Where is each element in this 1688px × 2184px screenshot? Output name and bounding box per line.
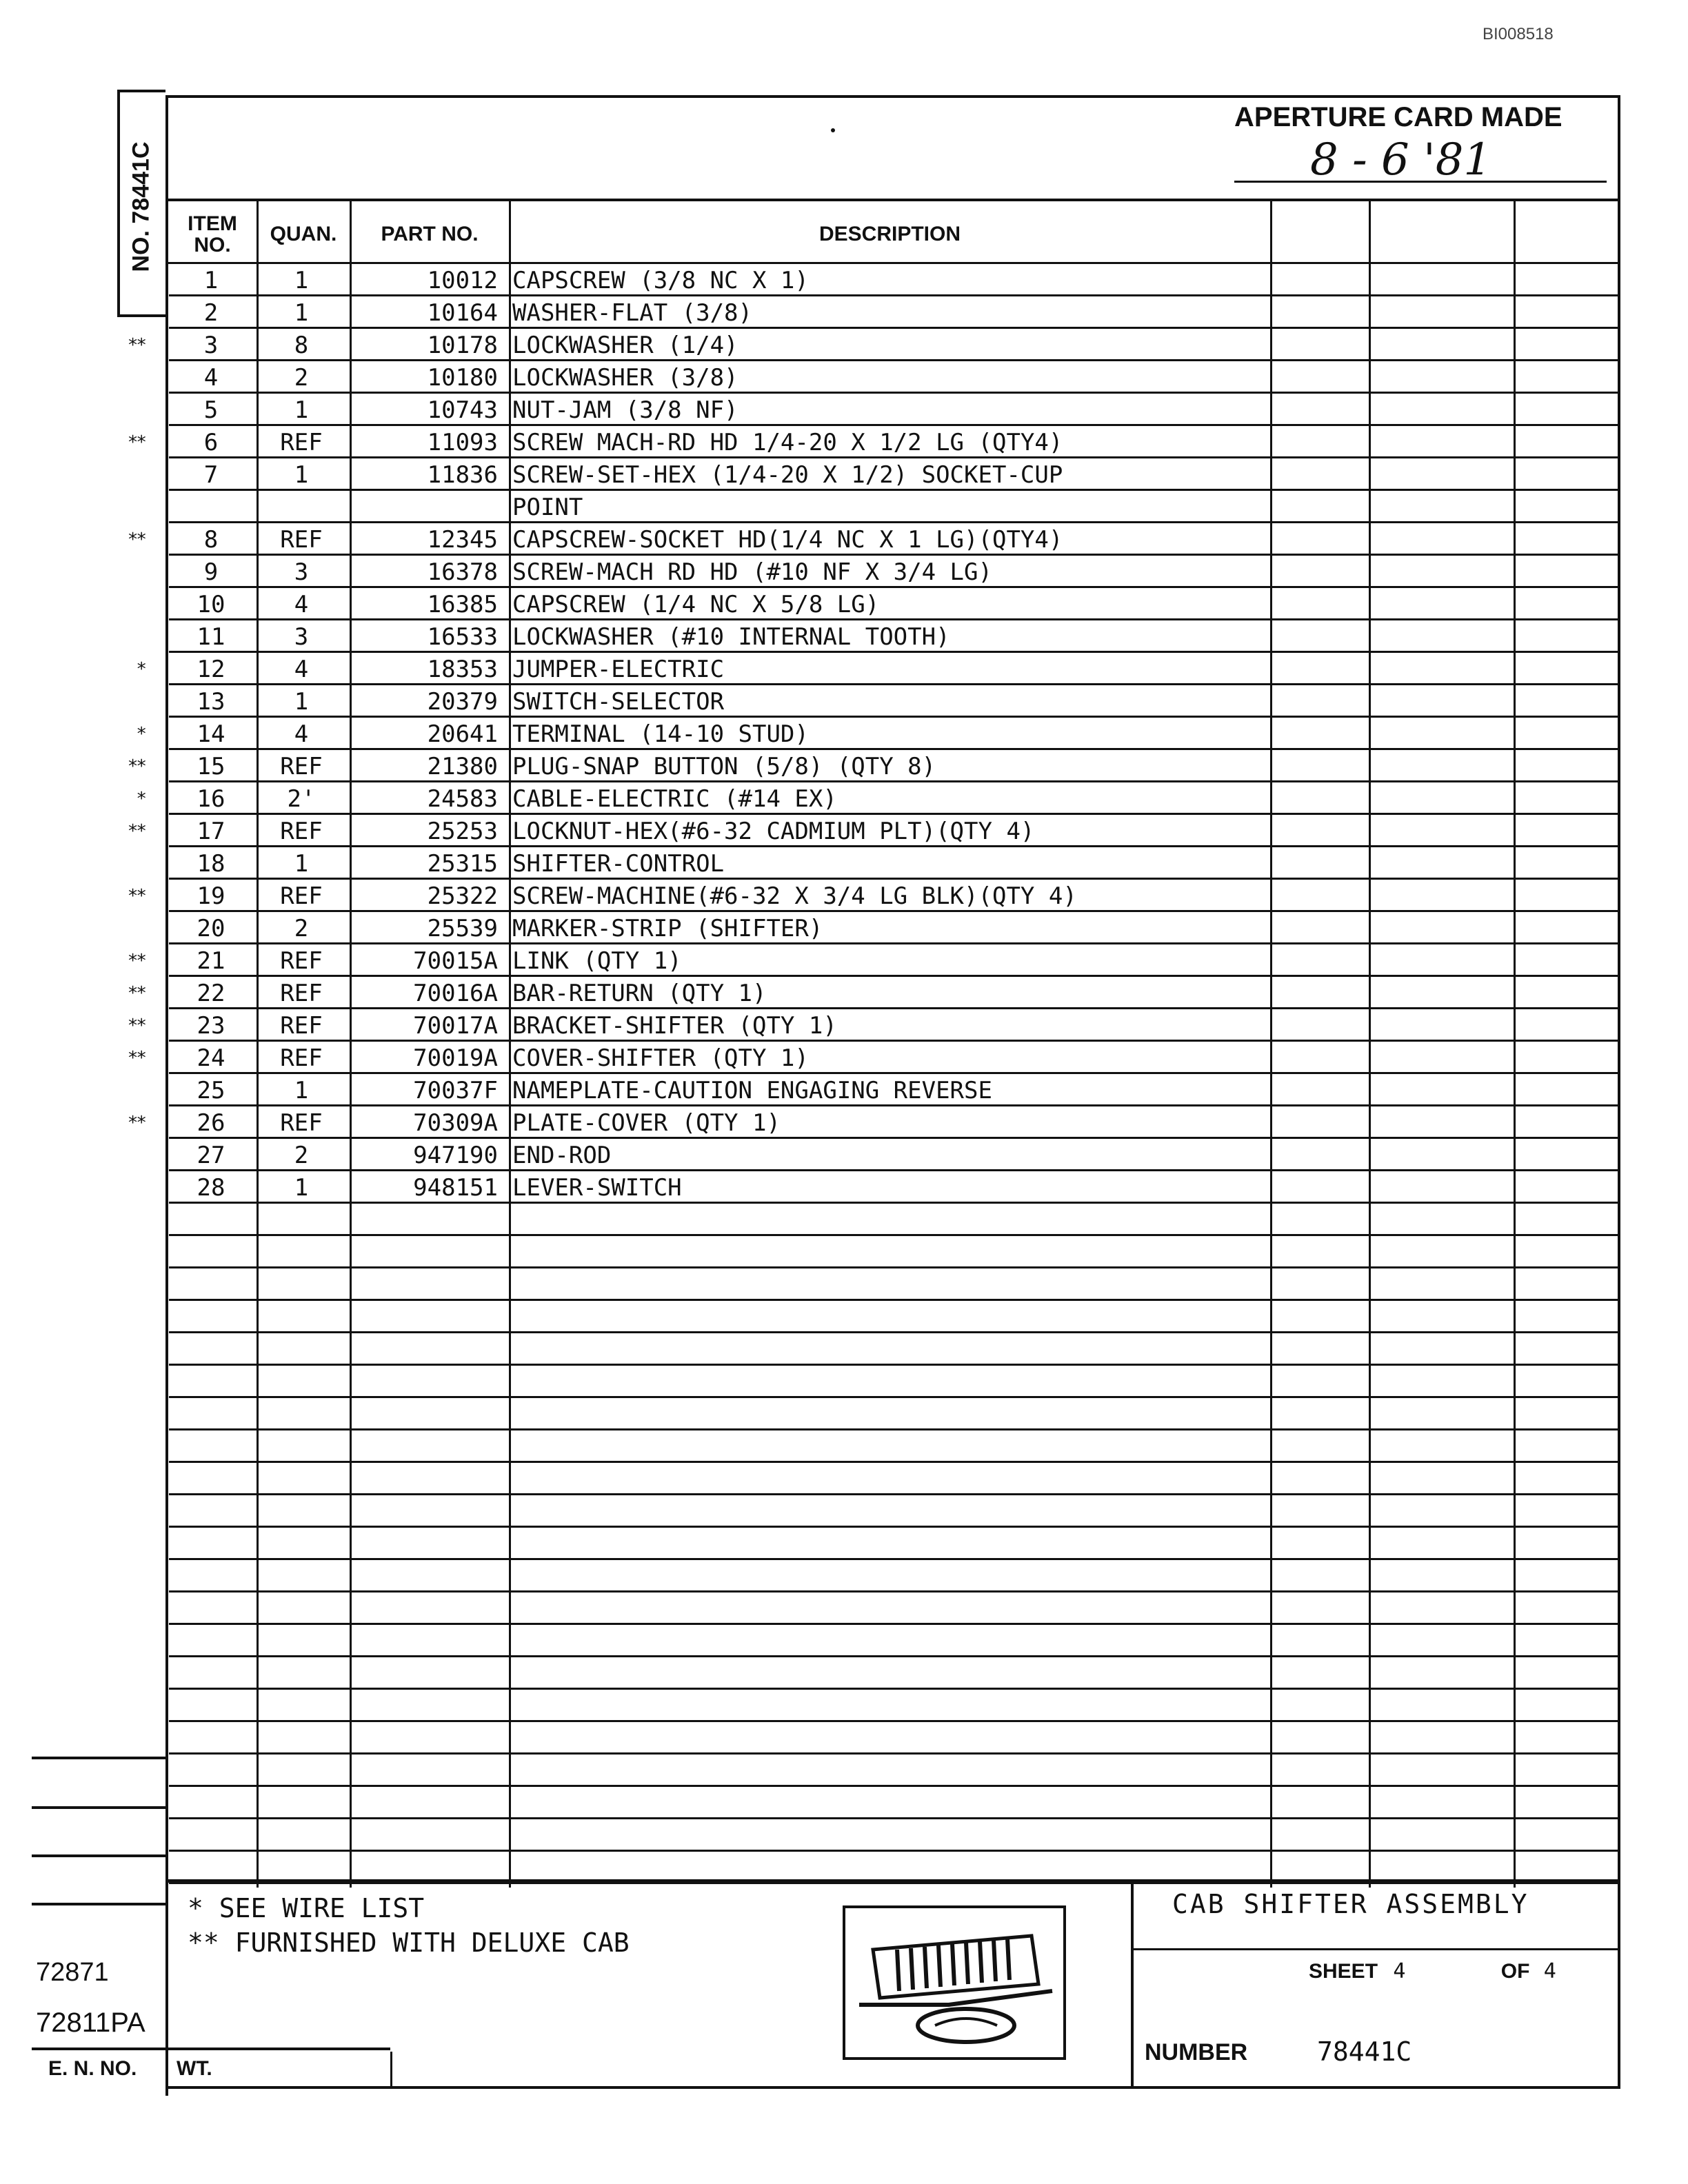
quantity: 2 <box>294 915 309 942</box>
description: SWITCH-SELECTOR <box>512 688 725 716</box>
empty-table-row <box>169 1333 1620 1366</box>
part-number: 10180 <box>427 364 498 392</box>
description: SCREW-SET-HEX (1/4-20 X 1/2) SOCKET-CUP <box>512 461 1063 489</box>
item-number: 12 <box>197 656 225 683</box>
description: LINK (QTY 1) <box>512 947 682 975</box>
description: PLATE-COVER (QTY 1) <box>512 1109 781 1137</box>
sheet-number: 4 <box>1393 1959 1406 1983</box>
sheet-of-label: OF <box>1500 1960 1530 1983</box>
drawing-title: CAB SHIFTER ASSEMBLY <box>1172 1889 1529 1919</box>
header-item-no: ITEM NO. <box>188 212 237 256</box>
quantity: 4 <box>294 591 309 618</box>
item-number: 14 <box>197 720 225 748</box>
table-row <box>169 880 1620 912</box>
description: COVER-SHIFTER (QTY 1) <box>512 1044 809 1072</box>
drawing-number: 78441C <box>1317 2036 1412 2067</box>
top-dot <box>831 128 835 132</box>
quantity: REF <box>280 1109 323 1137</box>
quantity: 1 <box>294 299 309 327</box>
part-number: 10178 <box>427 332 498 359</box>
empty-table-row <box>169 1268 1620 1301</box>
item-number: 18 <box>197 850 225 878</box>
table-row <box>169 458 1620 491</box>
item-number: 20 <box>197 915 225 942</box>
description: JUMPER-ELECTRIC <box>512 656 725 683</box>
item-number: 23 <box>197 1012 225 1040</box>
part-number <box>350 491 505 521</box>
part-number: 70019A <box>413 1044 498 1072</box>
aperture-handwritten-date: 8 - 6 '81 <box>1310 134 1492 185</box>
table-row <box>169 1042 1620 1074</box>
table-row <box>169 264 1620 296</box>
part-number: 11836 <box>427 461 498 489</box>
item-number: 27 <box>197 1142 225 1169</box>
table-row <box>169 1009 1620 1042</box>
description: SHIFTER-CONTROL <box>512 850 725 878</box>
empty-table-row <box>169 1819 1620 1852</box>
margin-asterisk: ** <box>127 432 145 453</box>
table-row <box>169 361 1620 394</box>
part-number: 20641 <box>427 720 498 748</box>
item-number: 19 <box>197 882 225 910</box>
revision-en-1: 72871 <box>36 1958 109 1987</box>
empty-table-row <box>169 1593 1620 1625</box>
description: SCREW-MACH RD HD (#10 NF X 3/4 LG) <box>512 558 992 586</box>
description: MARKER-STRIP (SHIFTER) <box>512 915 823 942</box>
description: LOCKNUT-HEX(#6-32 CADMIUM PLT)(QTY 4) <box>512 818 1035 845</box>
description: BRACKET-SHIFTER (QTY 1) <box>512 1012 837 1040</box>
item-number: 15 <box>197 753 225 780</box>
item-number <box>169 491 253 521</box>
quantity: 8 <box>294 332 309 359</box>
quantity: 1 <box>294 850 309 878</box>
margin-rule <box>32 1806 165 1809</box>
part-number: 70037F <box>413 1077 498 1104</box>
item-number: 25 <box>197 1077 225 1104</box>
empty-table-row <box>169 1560 1620 1593</box>
item-number: 13 <box>197 688 225 716</box>
en-rule <box>32 2048 390 2050</box>
table-row <box>169 718 1620 750</box>
part-number: 18353 <box>427 656 498 683</box>
empty-table-row <box>169 1301 1620 1333</box>
description: SCREW-MACHINE(#6-32 X 3/4 LG BLK)(QTY 4) <box>512 882 1077 910</box>
item-number: 11 <box>197 623 225 651</box>
quantity: REF <box>280 947 323 975</box>
description: POINT <box>512 494 583 521</box>
quantity: 4 <box>294 656 309 683</box>
margin-asterisk: ** <box>127 886 145 907</box>
empty-table-row <box>169 1787 1620 1819</box>
table-row <box>169 1106 1620 1139</box>
item-number: 16 <box>197 785 225 813</box>
table-row <box>169 912 1620 944</box>
weight-label: WT. <box>177 2057 212 2080</box>
header-quantity: QUAN. <box>270 223 337 246</box>
quantity: REF <box>280 818 323 845</box>
empty-table-row <box>169 1463 1620 1495</box>
quantity: 3 <box>294 558 309 586</box>
description: END-ROD <box>512 1142 612 1169</box>
part-number: 10012 <box>427 267 498 294</box>
margin-asterisk: ** <box>127 1048 145 1069</box>
description: BAR-RETURN (QTY 1) <box>512 980 767 1007</box>
margin-asterisk: ** <box>127 1113 145 1133</box>
empty-table-row <box>169 1657 1620 1690</box>
table-row <box>169 847 1620 880</box>
item-number: 4 <box>203 364 219 392</box>
item-number: 24 <box>197 1044 225 1072</box>
margin-asterisk: * <box>136 724 145 745</box>
description: CAPSCREW (1/4 NC X 5/8 LG) <box>512 591 880 618</box>
margin-rule <box>32 1757 165 1759</box>
en-number-label: E. N. NO. <box>48 2057 137 2080</box>
part-number: 16385 <box>427 591 498 618</box>
empty-table-row <box>169 1236 1620 1268</box>
quantity: REF <box>280 882 323 910</box>
part-number: 16533 <box>427 623 498 651</box>
description: CAPSCREW (3/8 NC X 1) <box>512 267 809 294</box>
empty-table-row <box>169 1755 1620 1787</box>
table-row <box>169 329 1620 361</box>
part-number: 11093 <box>427 429 498 456</box>
table-row <box>169 815 1620 847</box>
margin-asterisk: * <box>136 659 145 680</box>
quantity: 2 <box>294 364 309 392</box>
table-row <box>169 653 1620 685</box>
aperture-card-label: APERTURE CARD MADE <box>1234 102 1563 132</box>
description: LOCKWASHER (#10 INTERNAL TOOTH) <box>512 623 950 651</box>
quantity: REF <box>280 980 323 1007</box>
margin-asterisk: ** <box>127 529 145 550</box>
description: CAPSCREW-SOCKET HD(1/4 NC X 1 LG)(QTY4) <box>512 526 1063 554</box>
logo-emblem-icon <box>845 1908 1063 2057</box>
margin-asterisk: ** <box>127 1015 145 1036</box>
table-row <box>169 1171 1620 1204</box>
table-row <box>169 1139 1620 1171</box>
margin-asterisk: ** <box>127 821 145 842</box>
quantity: 1 <box>294 1077 309 1104</box>
empty-table-row <box>169 1722 1620 1755</box>
part-number: 10164 <box>427 299 498 327</box>
quantity: 1 <box>294 688 309 716</box>
aperture-underline <box>1234 181 1607 183</box>
description: NUT-JAM (3/8 NF) <box>512 396 738 424</box>
part-number: 70017A <box>413 1012 498 1040</box>
empty-table-row <box>169 1690 1620 1722</box>
part-number: 25322 <box>427 882 498 910</box>
part-number: 948151 <box>413 1174 498 1202</box>
table-row <box>169 620 1620 653</box>
quantity: REF <box>280 753 323 780</box>
sheet-total: 4 <box>1543 1959 1556 1983</box>
empty-table-row <box>169 1398 1620 1430</box>
quantity: 1 <box>294 396 309 424</box>
part-number: 947190 <box>413 1142 498 1169</box>
quantity: REF <box>280 1044 323 1072</box>
company-logo <box>843 1905 1066 2060</box>
part-number: 25539 <box>427 915 498 942</box>
table-row <box>169 523 1620 556</box>
part-number: 20379 <box>427 688 498 716</box>
side-tab-number: NO. 78441C <box>128 141 154 272</box>
table-row <box>169 685 1620 718</box>
table-row <box>169 426 1620 458</box>
number-label: NUMBER <box>1145 2039 1248 2065</box>
revision-en-2: 72811PA <box>36 2008 145 2038</box>
quantity: 2' <box>287 785 316 813</box>
margin-asterisk: ** <box>127 951 145 971</box>
table-row <box>169 588 1620 620</box>
item-number: 3 <box>203 332 219 359</box>
quantity: 1 <box>294 461 309 489</box>
empty-table-row <box>169 1625 1620 1657</box>
wt-divider <box>390 2052 392 2089</box>
empty-table-row <box>169 1528 1620 1560</box>
description: WASHER-FLAT (3/8) <box>512 299 752 327</box>
part-number: 70309A <box>413 1109 498 1137</box>
quantity: 1 <box>294 1174 309 1202</box>
description: PLUG-SNAP BUTTON (5/8) (QTY 8) <box>512 753 936 780</box>
part-number: 21380 <box>427 753 498 780</box>
item-number: 5 <box>203 396 219 424</box>
margin-rule <box>32 1903 165 1905</box>
en-divider <box>165 2048 168 2096</box>
description: LOCKWASHER (1/4) <box>512 332 738 359</box>
item-number: 6 <box>203 429 219 456</box>
quantity: REF <box>280 1012 323 1040</box>
margin-asterisk: ** <box>127 756 145 777</box>
description: SCREW MACH-RD HD 1/4-20 X 1/2 LG (QTY4) <box>512 429 1063 456</box>
empty-table-row <box>169 1495 1620 1528</box>
title-block-rule <box>1131 1948 1620 1950</box>
empty-table-row <box>169 1430 1620 1463</box>
quantity: REF <box>280 429 323 456</box>
note-deluxe-cab: ** FURNISHED WITH DELUXE CAB <box>188 1928 630 1958</box>
item-number: 2 <box>203 299 219 327</box>
sheet-info <box>1309 1959 1556 1983</box>
margin-rule <box>32 1854 165 1857</box>
quantity: 2 <box>294 1142 309 1169</box>
quantity: 3 <box>294 623 309 651</box>
item-number: 10 <box>197 591 225 618</box>
quantity <box>257 491 346 521</box>
item-number: 22 <box>197 980 225 1007</box>
item-number: 9 <box>203 558 219 586</box>
document-id: BI008518 <box>1483 25 1554 43</box>
table-row <box>169 491 1620 523</box>
item-number: 21 <box>197 947 225 975</box>
table-row <box>169 750 1620 782</box>
description: LOCKWASHER (3/8) <box>512 364 738 392</box>
quantity: REF <box>280 526 323 554</box>
item-number: 7 <box>203 461 219 489</box>
description: CABLE-ELECTRIC (#14 EX) <box>512 785 837 813</box>
item-number: 8 <box>203 526 219 554</box>
part-number: 25315 <box>427 850 498 878</box>
header-top-rule <box>165 199 1620 201</box>
item-number: 1 <box>203 267 219 294</box>
table-row <box>169 944 1620 977</box>
header-part-no: PART NO. <box>381 223 479 246</box>
item-number: 28 <box>197 1174 225 1202</box>
table-row <box>169 394 1620 426</box>
part-number: 25253 <box>427 818 498 845</box>
item-number: 17 <box>197 818 225 845</box>
part-number: 12345 <box>427 526 498 554</box>
quantity: 1 <box>294 267 309 294</box>
empty-table-row <box>169 1366 1620 1398</box>
table-row <box>169 782 1620 815</box>
part-number: 24583 <box>427 785 498 813</box>
quantity: 4 <box>294 720 309 748</box>
margin-asterisk: ** <box>127 983 145 1004</box>
sheet-label: SHEET <box>1309 1960 1378 1983</box>
table-row <box>169 1074 1620 1106</box>
header-description: DESCRIPTION <box>818 223 961 246</box>
description: LEVER-SWITCH <box>512 1174 682 1202</box>
table-row <box>169 556 1620 588</box>
part-number: 16378 <box>427 558 498 586</box>
description: NAMEPLATE-CAUTION ENGAGING REVERSE <box>512 1077 992 1104</box>
table-row <box>169 977 1620 1009</box>
item-number: 26 <box>197 1109 225 1137</box>
part-number: 70015A <box>413 947 498 975</box>
margin-asterisk: ** <box>127 335 145 356</box>
margin-asterisk: * <box>136 789 145 809</box>
description: TERMINAL (14-10 STUD) <box>512 720 809 748</box>
part-number: 70016A <box>413 980 498 1007</box>
note-see-wire-list: * SEE WIRE LIST <box>188 1893 425 1923</box>
part-number: 10743 <box>427 396 498 424</box>
empty-table-row <box>169 1204 1620 1236</box>
table-row <box>169 296 1620 329</box>
